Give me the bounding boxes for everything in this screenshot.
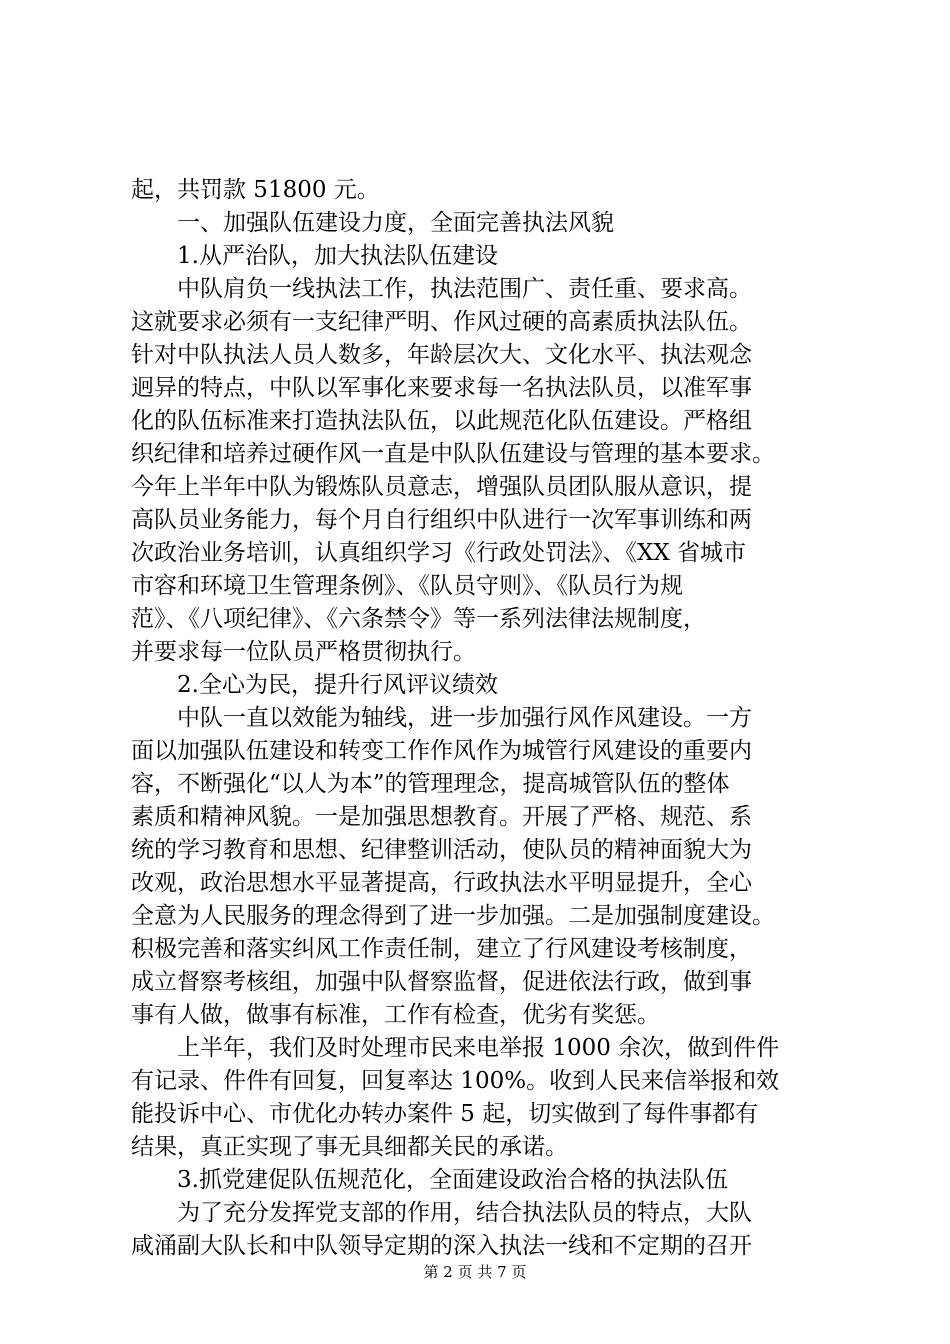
text-line: 素质和精神风貌。一是加强思想教育。开展了严格、规范、系 (131, 804, 752, 830)
text-line: 织纪律和培养过硬作风一直是中队队伍建设与管理的基本要求。 (131, 441, 775, 467)
text-line: 上半年，我们及时处理市民来电举报 1000 余次，做到件件 (177, 1035, 780, 1061)
text-line: 并要求每一位队员严格贯彻执行。 (131, 639, 476, 665)
text-line: 一、加强队伍建设力度，全面完善执法风貌 (177, 210, 614, 236)
text-line: 为了充分发挥党支部的作用，结合执法队员的特点，大队 (177, 1200, 752, 1226)
text-line: 这就要求必须有一支纪律严明、作风过硬的高素质执法队伍。 (131, 309, 752, 335)
text-line: 成立督察考核组，加强中队督察监督，促进依法行政，做到事 (131, 969, 752, 995)
text-line: 2.全心为民，提升行风评议绩效 (177, 672, 498, 698)
text-line: 起，共罚款 51800 元。 (131, 177, 380, 203)
text-line: 改观，政治思想水平显著提高，行政执法水平明显提升，全心 (131, 870, 752, 896)
text-line: 中队一直以效能为轴线，进一步加强行风作风建设。一方 (177, 705, 752, 731)
text-line: 结果，真正实现了事无具细都关民的承诺。 (131, 1134, 568, 1160)
page-footer: 第 2 页 共 7 页 (423, 1263, 527, 1281)
text-line: 范》、《八项纪律》、《六条禁令》等一系列法律法规制度， (131, 606, 706, 632)
text-line: 迥异的特点，中队以军事化来要求每一名执法队员，以准军事 (131, 375, 752, 401)
text-line: 事有人做，做事有标准，工作有检查，优劣有奖惩。 (131, 1002, 660, 1028)
text-line: 面以加强队伍建设和转变工作作风作为城管行风建设的重要内 (131, 738, 752, 764)
text-line: 3.抓党建促队伍规范化，全面建设政治合格的执法队伍 (177, 1167, 728, 1193)
text-line: 全意为人民服务的理念得到了进一步加强。二是加强制度建设。 (131, 903, 775, 929)
text-line: 市容和环境卫生管理条例》、《队员守则》、《队员行为规 (131, 573, 683, 599)
text-line: 积极完善和落实纠风工作责任制，建立了行风建设考核制度， (131, 936, 752, 962)
document-body (131, 174, 831, 1263)
text-line: 针对中队执法人员人数多，年龄层次大、文化水平、执法观念 (131, 342, 752, 368)
text-line: 次政治业务培训，认真组织学习《行政处罚法》、《XX 省城市 (131, 540, 747, 566)
text-line: 统的学习教育和思想、纪律整训活动，使队员的精神面貌大为 (131, 837, 752, 863)
text-line: 容，不断强化“以人为本”的管理理念，提高城管队伍的整体 (131, 771, 730, 797)
text-line: 化的队伍标准来打造执法队伍，以此规范化队伍建设。严格组 (131, 408, 752, 434)
text-line: 高队员业务能力，每个月自行组织中队进行一次军事训练和两 (131, 507, 752, 533)
text-line: 中队肩负一线执法工作，执法范围广、责任重、要求高。 (177, 276, 752, 302)
text-line: 能投诉中心、市优化办转办案件 5 起，切实做到了每件事都有 (131, 1101, 759, 1127)
text-line: 今年上半年中队为锻炼队员意志，增强队员团队服从意识，提 (131, 474, 752, 500)
text-line: 有记录、件件有回复，回复率达 100%。收到人民来信举报和效 (131, 1068, 780, 1094)
text-line: 1.从严治队，加大执法队伍建设 (177, 243, 498, 269)
text-line: 咸涌副大队长和中队领导定期的深入执法一线和不定期的召开 (131, 1233, 752, 1259)
